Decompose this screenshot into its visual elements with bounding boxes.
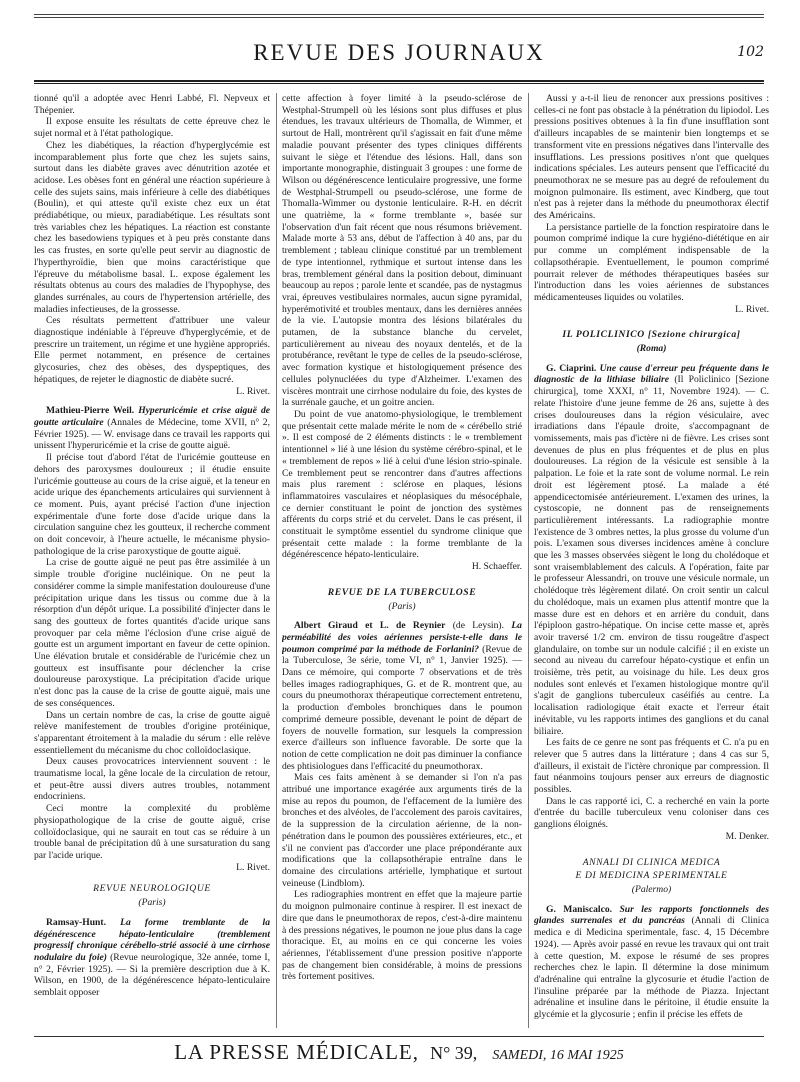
article-title: La perméabilité des voies aériennes persiste-t-elle dans le poumon comprimé par la méthode de Forlanini?: [282, 620, 522, 655]
article-author: Mathieu-Pierre Weil.: [46, 405, 135, 417]
paragraph: Dans un certain nombre de cas, la crise de goutte aiguë relève manifestement de troubles d'origine protéinique, s'apparentant étroitement à la maladie du sérum : elle relève essentiellement du mécanisme du choc colloïdoclasique.: [34, 709, 270, 756]
top-rule-secondary: [34, 17, 764, 18]
section-place: (Roma): [636, 343, 667, 355]
author-signature: L. Rivet.: [236, 385, 270, 397]
article-intro: [34, 405, 270, 452]
top-rule: [34, 14, 764, 15]
article-intro: [34, 917, 270, 999]
paragraph: Chez les diabétiques, la réaction d'hyperglycémie est incomparablement plus forte que chez les sujets sains, surtout dans les diabète graves avec dénutrition azotée et acidose. Les obèses font en général une réaction supérieure à celle des sujets sains, mais inférieure à celle des diabétiques (Boulin), et qui atteste qu'il existe chez eux un état prédiabétique, ou mieux, paradiabétique. Les résultats sont très variables chez les hépatiques. La réaction est constante chez les basedowiens typiques et à peu près constante dans les cas frustes, en sorte qu'elle peut servir au diagnostic de l'hyperthyroïdie, bien que moins caractéristique que l'épreuve du métabolisme basal. L. expose également les résultats obtenus au cours des maladies de l'hypophyse, des glandes surrénales, au cours de l'hypertension artérielle, des maladies infectieuses, de la grossesse.: [34, 139, 270, 315]
paragraph: Il expose ensuite les résultats de cette épreuve chez le sujet normal et à l'état pathologique.: [34, 116, 270, 140]
journal-title: REVUE DES JOURNAUX: [253, 40, 545, 65]
article-reference: (Revue neurologique, 32e année, tome I, n° 2, Février 1925). — Si la première description due à K. Wilson, en 1900, de la dégénérescence hépato-lenticulaire semblait opposer: [34, 951, 270, 999]
section-place: (Palermo): [631, 884, 672, 895]
issue-number: N° 39,: [430, 1043, 478, 1063]
article-intro: [282, 620, 522, 772]
article-author: Ramsay-Hunt.: [46, 916, 106, 928]
author-signature: H. Schaeffer.: [471, 561, 522, 573]
footer-line: [34, 1040, 764, 1065]
section-place: (Paris): [138, 897, 166, 909]
paragraph-text: Ces résultats permettent d'attribuer une valeur diagnostique indéniable à l'épreuve d'hyperglycémie, et de prescrire un traitement, un régime et une hygiène appropriés. Elle permet notamment, en présence de certaines glycosuries, chez des obèses, des dyspeptiques, des hépatiques, de rejeter le diagnostic de diabète sucré.: [34, 315, 270, 385]
article-reference: (Annali di Clinica medica e di Medicina sperimentale, fasc. 4, 15 Décembre 1924). — Après avoir passé en revue les travaux qui ont trait à cette question, M. expose le résumé de ses propres recherches chez le lapin. Il détermine la dose minimum d'adrénaline qui entraîne la glycosurie et étudie l'action de l'insuline préparée par la méthode de Piazza. Injectant adrénaline et insuline dans le péritoine, il étudie ensuite la glycémie et la glycosurie ; enfin il précise les effets de: [534, 915, 769, 1021]
section-heading: REVUE NEUROLOGIQUE: [93, 883, 211, 895]
section-heading: REVUE DE LA TUBERCULOSE: [327, 586, 477, 598]
author-signature: M. Denker.: [725, 830, 769, 842]
article-intro: [534, 904, 769, 1021]
paragraph-text: La persistance partielle de la fonction respiratoire dans le poumon comprimé indique la cure hygiéno-diététique en air pur comme un complément indispensable de la collapsothérapie. Eventuellement, le poumon comprimé pourrait relever de méthodes thérapeutiques basées sur l'introduction dans les voies aériennes de substances médicamenteuses liquides ou volatiles.: [534, 221, 769, 303]
author-signature: L. Rivet.: [735, 303, 769, 315]
paragraph: Deux causes provocatrices interviennent souvent : le traumatisme local, la gêne locale de la circulation de retour, et peut-être aussi divers autres troubles, notamment endocriniens.: [34, 756, 270, 803]
article-columns: [34, 93, 769, 1028]
section-place: (Paris): [388, 600, 416, 612]
paragraph: Mais ces faits amènent à se demander si l'on n'a pas attribué une importance exagérée aux arguments tirés de la mise au repos du poumon, de l'effacement de la lumière des bronches et des alvéoles, de l'accolement des parois cavitaires, de la suppression de la circulation aérienne, de la non-pénétration dans le poumon des poussières extérieures, etc., et s'il ne convient pas d'accorder une place prépondérante aux modifications que la collapsothérapie entraîne dans le domaine des circulations artérielle, lymphatique et surtout veineuse (Lindblom).: [282, 772, 522, 889]
article-affiliation: (de Leysin).: [452, 620, 504, 632]
article-title: Hyperuricémie et crise aiguë de goutte articulaire: [34, 405, 270, 428]
top-border-strip: [34, 4, 764, 20]
footer-rule: [34, 1036, 764, 1037]
publication-name: LA PRESSE MÉDICALE,: [174, 1040, 419, 1064]
column-divider: [276, 93, 277, 1028]
page-header: [34, 32, 764, 68]
paragraph: tionné qu'il a adoptée avec Henri Labbé, Fl. Nepveux et Thépenier.: [34, 93, 270, 116]
paragraph: Il précise tout d'abord l'état de l'uricémie goutteuse en dehors des paroxysmes douloureux ; il étudie ensuite l'uricémie goutteuse au cours de la crise aiguë, et la teneur en acide urique des épanchements articulaires qui surviennent à ce moment. Puis, ayant précisé l'action d'une injection expérimentale d'une forte dose d'acide urique dans la circulation sanguine chez les goutteux, il recherche comment on doit concevoir, à l'heure actuelle, le mécanisme physio-pathologique de la crise paroxystique de goutte aiguë.: [34, 452, 270, 557]
article-title: La forme tremblante de la dégénérescence hépato-lenticulaire (tremblement progressif chronique cérébello-strié associé à une cirrhose nodulaire du foie): [34, 916, 270, 963]
paragraph: La crise de goutte aiguë ne peut pas être assimilée à un simple trouble d'origine nucléinique. On ne peut la considérer comme la simple manifestation douloureuse d'une précipitation urique dans les tissus ou comme due à la résorption d'un dépôt urique. La possibilité d'injecter dans le sang des goutteux de fortes quantités d'acide urique sans provoquer par cela même l'éclosion d'une crise aiguë de goutte est un argument important en faveur de cette opinion. Une élévation brutale et considérable de l'uricémie chez un goutteux est insuffisante pour déclencher la crise douloureuse paroxystique. La précipitation d'acide urique n'est donc pas la cause de la crise de goutte aiguë, mais une de ses conséquences.: [34, 557, 270, 709]
column-divider: [528, 93, 529, 1028]
author-signature: L. Rivet.: [236, 861, 270, 873]
article-reference: (Il Policlinico [Sezione chirurgica], tome XXXI, n° 11, Novembre 1924). — C. relate l'histoire d'une jeune femme de 26 ans, sujette à des crises douloureuses dans la région vésiculaire, avec irradiations dans l'épaule droite, s'accompagnant de vomissements, mais pas d'ictère ni de fièvre. Les crises sont devenues de plus en plus fréquentes et de plus en plus douloureuses. La région de la vésicule est sensible à la palpation. Le foie et la rate sont de volume normal. Le rein droit est légèrement ptosé. La malade a été appendicectomisée antérieurement. L'examen des urines, la cystoscopie, ne donnent pas de renseignements particulièrement intéressants. La radiographie montre l'existence de 3 ombres nettes, la plus grosse du volume d'un pois. L'examen sous diverses incidences amène à conclure que les 3 masses observées siègent le long du cholédoque et sont vraisemblablement des calculs. A l'opération, faite par le professeur Alessandri, on trouve une vésicule normale, un cholédoque très légèrement dilaté. On croit sentir un calcul du cholédoque, mais un examen plus attentif montre que la masse dure est en dehors et en arrière du conduit, dans l'épiploon gastro-hépatique. On incise cette masse et, après avoir traversé 1/2 cm. environ de tissu rougeâtre d'aspect glandulaire, on tombe sur un nodule calcifié ; il en existe un second au niveau du carrefour hépato-cystique et enfin un troisième, très petit, au voisinage du hile. Les deux gros nodules sont enlevés et l'examen histologique montre qu'il s'agit de ganglions tuberculeux caséifiés au centre. La localisation radiologique était exacte et l'erreur était inévitable, vu les rapports intimes des ganglions et du canal biliaire.: [534, 374, 769, 737]
paragraph: [34, 315, 270, 397]
article-reference: (Annales de Médecine, tome XVII, n° 2, Février 1925). — W. envisage dans ce travail les rapports qui unissent l'hyperuricémie et la crise de goutte aiguë.: [34, 416, 270, 452]
page-number: 102: [737, 44, 764, 60]
paragraph: [34, 803, 270, 873]
paragraph: Les radiographies montrent en effet que la majeure partie du moignon pulmonaire continue à respirer. Il est inexact de dire que dans le pneumothorax de repos, c'est-à-dire maintenu à des pressions négatives, le poumon ne joue plus dans la cage thoracique. Et, au moins en ce qui concerne les voies aériennes, l'établissement d'une pression positive n'apporte pas de changement bien considérable, à moins de pressions très fortement positives.: [282, 889, 522, 983]
section-heading: IL POLICLINICO [Sezione chirurgica]: [562, 329, 741, 341]
paragraph: cette affection à foyer limité à la pseudo-sclérose de Westphal-Strumpell où les lésions sont plus diffuses et plus étendues, les travaux ultérieurs de Thomalla, de Wimmer, et surtout de Hall, montrèrent qu'il s'agissait en fait d'une même maladie pouvant présenter des types cliniques différents suivant le siège et l'étendue des lésions. Hall, dans son importante monographie, distinguait 3 groupes : une forme de Wilson ou dégénérescence lenticulaire progressive, une forme de Westphal-Strumpell ou pseudo-sclérose, une forme de Thomalla-Wimmer ou dystonie lenticulaire. R-H. en décrit une quatrième, la « forme tremblante », basée sur l'observation d'un fait récent que nous résumons brièvement. Malade morte à 53 ans, début de l'affection à 40 ans, par du tremblement ; tableau clinique constitué par un tremblement de type intentionnel, rythmique et surtout intense dans les bras, tremblement général dans la position debout, diminuant beaucoup au repos ; parole lente et scandée, pas de nystagmus vrai, épreuves vestibulaires normales, aucun signe pyramidal, hyperémotivité et troubles mentaux, dans les dernières années de la vie. L'autopsie montra des lésions bilatérales du putamen, de la substance blanche du cervelet, particulièrement au niveau des noyaux dentelés, et de la protubérance, revêtant le type de celles de la pseudo-sclérose, avec formation kystique et histologiquement présence des cellules polynucléées du type d'Alzheimer. L'examen des viscères montrait une cirrhose nodulaire du foie, des kystes de la surrénale gauche, et un goitre ancien.: [282, 93, 522, 409]
article-intro: [534, 363, 769, 738]
section-heading: ANNALI DI CLINICA MEDICA: [582, 856, 721, 868]
paragraph-text: Du point de vue anatomo-physiologique, le tremblement que présentait cette malade mérite le nom de « cérébello strié ». Il est composé de 2 éléments distincts : le « tremblement intentionnel » lié à une lésion du système cérébro-spinal, et le « tremblement de repos » lié à celui d'une lésion strio-spinale. Ce tremblement peut se rencontrer dans d'autres affections mais plus rarement : sclérose en plaques, lésions inflammatoires vasculaires et néoplasiques du mésocéphale, ce dernier constituant le point de jonction des systèmes afférents du corps strié et du cervelet. Dans le cas présent, il constituait le symptôme essentiel du syndrome clinique que présentait cette malade : la forme tremblante de la dégénérescence hépato-lenticulaire.: [282, 408, 522, 561]
paragraph-text: Dans le cas rapporté ici, C. a recherché en vain la porte d'entrée du bacille tuberculeux venu coloniser dans ces ganglions éloignés.: [534, 795, 769, 831]
column-middle: [282, 93, 522, 1028]
paragraph: Aussi y a-t-il lieu de renoncer aux pressions positives : celles-ci ne font pas obstacle à la pénétration du lipiodol. Les pressions positives obtenues à la fin d'une insufflation sont d'ailleurs incapables de se maintenir bien longtemps et se transforment vite en pressions négatives dans l'intervalle des insufflations. Les pressions positives n'ont que quelques indications spéciales. Les auteurs pensent que l'efficacité du pneumothorax ne se mesure pas au degré de refoulement du moignon pulmonaire. Ils estiment, avec Kindberg, que tout n'est pas à rejeter dans la méthode du pneumothorax électif des Américains.: [534, 93, 769, 222]
article-author: G. Maniscalco.: [546, 903, 613, 915]
page-footer: [34, 1036, 764, 1068]
header-rule-thin: [34, 83, 764, 84]
paragraph: [282, 409, 522, 573]
article-reference: (Revue de la Tuberculose, 3e série, tome VI, n° 1, Janvier 1925). — Dans ce mémoire, qui comporte 7 observations et de très belles images radiographiques, G. et de R. montrent que, au cours du pneumothorax thérapeutique correctement entretenu, la production d'emboles bronchiques dans le poumon comprimé demeure possible, devenant le point de départ de foyers de nouvelle formation, sur lesquels la compression exerce d'ailleurs son influence favorable. De sorte que la notion de cette complication ne doit pas diminuer la confiance des phtisiologues dans l'efficacité du pneumothorax.: [282, 643, 522, 772]
section-heading-line2: E DI MEDICINA SPERIMENTALE: [575, 870, 728, 882]
issue-date: SAMEDI, 16 MAI 1925: [492, 1048, 624, 1063]
article-author: Albert Giraud et L. de Reynier: [294, 620, 446, 632]
header-rule: [34, 80, 764, 82]
article-author: G. Ciaprini.: [546, 362, 597, 374]
article-title: Sur les rapports fonctionnels des glandes surrenales et du pancréas: [534, 903, 769, 927]
article-title: Une cause d'erreur peu fréquente dans le diagnostic de la lithiase biliaire: [534, 362, 769, 386]
column-left: [34, 93, 270, 1028]
paragraph-text: Ceci montre la complexité du problème physiopathologique de la crise de goutte aiguë, crise colloïdoclasique, qui ne saurait en tout cas se réduire à un trouble banal de précipitation dû à une sursaturation du sang par l'acide urique.: [34, 803, 270, 861]
paragraph: [534, 796, 769, 843]
paragraph: Les faits de ce genre ne sont pas fréquents et C. n'a pu en relever que 5 autres dans la littérature ; dans 4 cas sur 5, d'ailleurs, il existait de l'ictère chronique par compression. Il faut néanmoins toujours penser aux erreurs de diagnostic possibles.: [534, 737, 769, 796]
paragraph: [534, 222, 769, 316]
column-right: [534, 93, 769, 1028]
